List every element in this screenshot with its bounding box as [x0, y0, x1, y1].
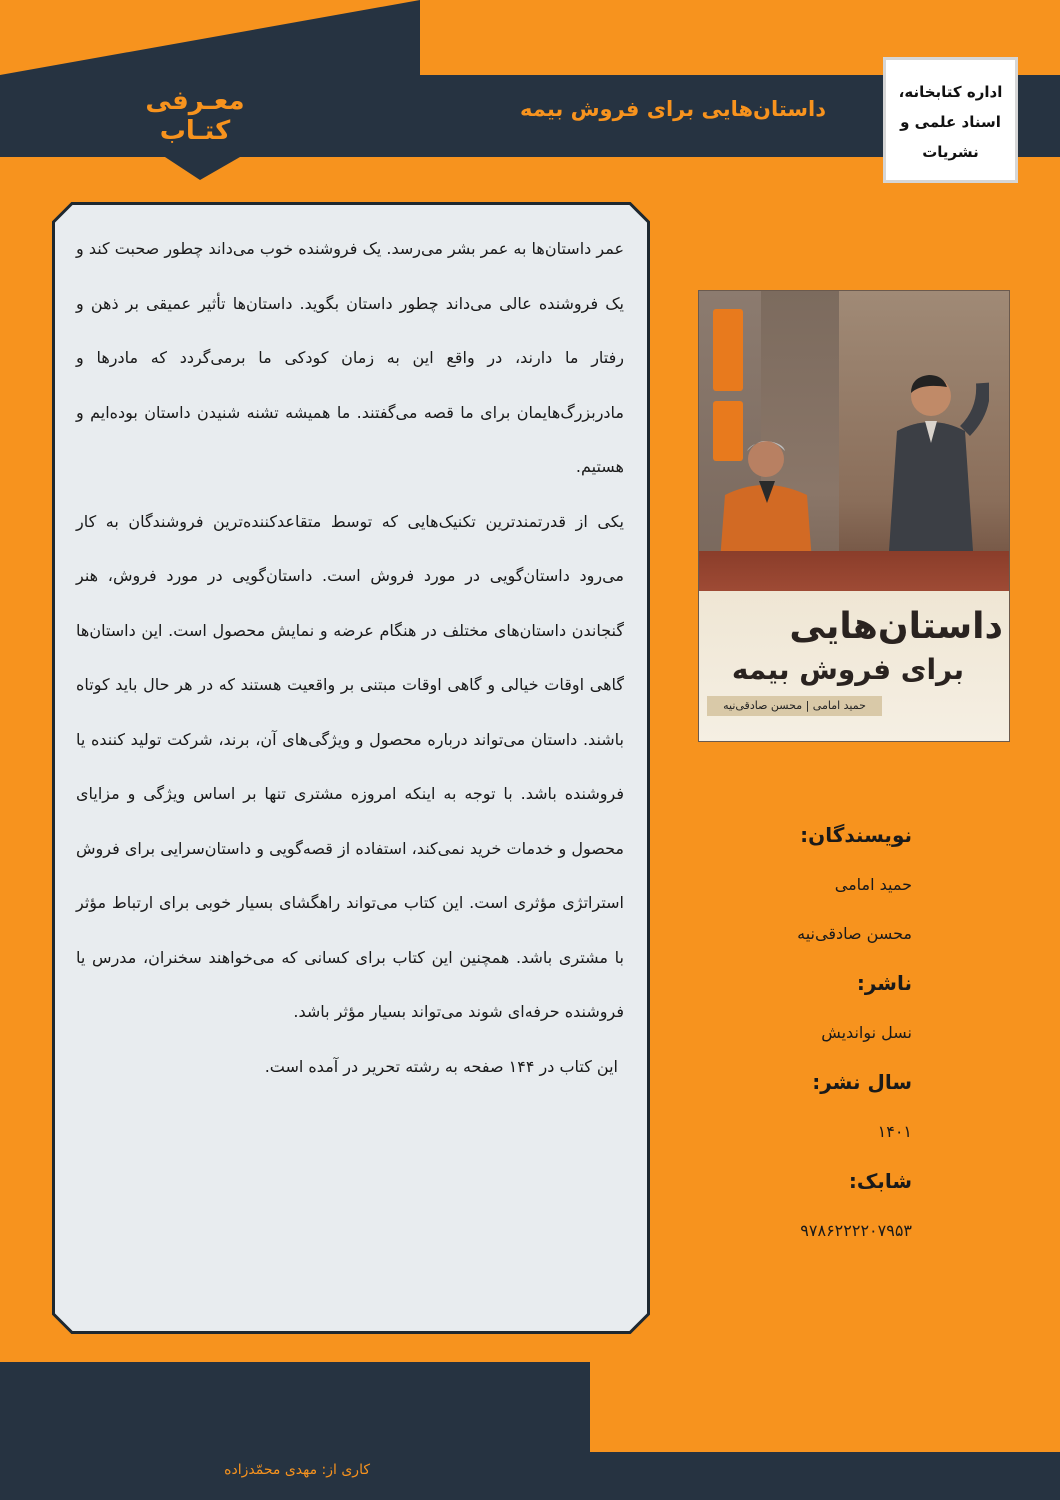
page-title: داستان‌هایی برای فروش بیمه — [520, 97, 827, 121]
book-cover — [698, 290, 1010, 742]
year-label: سال نشر: — [812, 1070, 912, 1094]
book-info — [740, 815, 912, 1260]
author-name: محسن صادقی‌نیه — [797, 924, 912, 943]
author-name: حمید امامی — [834, 875, 912, 894]
department-badge — [883, 57, 1018, 183]
footer-band-right — [590, 1452, 1060, 1500]
publisher-value: نسل نواندیش — [821, 1023, 912, 1042]
footer-credit: کاری از: مهدی محمّدزاده — [224, 1462, 370, 1478]
department-line: اسناد علمی و — [900, 113, 1001, 131]
cover-title: داستان‌هایی — [789, 606, 1003, 647]
top-corner-triangle — [0, 0, 420, 75]
department-line: نشریات — [922, 143, 979, 161]
authors-label: نویسندگان: — [800, 823, 912, 847]
footer-band — [0, 1362, 590, 1500]
publisher-label: ناشر: — [856, 971, 912, 995]
cover-subtitle: برای فروش بیمه — [731, 653, 964, 686]
isbn-label: شابک: — [848, 1169, 912, 1193]
cover-authors: حمید امامی | محسن صادقی‌نیه — [707, 696, 882, 716]
publisher-logo-icon — [713, 309, 743, 391]
section-title: معـرفی کتـاب — [145, 86, 245, 146]
year-value: ۱۴۰۱ — [877, 1122, 912, 1141]
description-closing: این کتاب در ۱۴۴ صفحه به رشته تحریر در آمده است. — [264, 1056, 618, 1076]
description-paragraph: یکی از قدرتمندترین تکنیک‌هایی که توسط متقاعدکننده‌ترین فروشندگان به کار می‌رود داستان‌گویی در مورد فروش است. داستان‌گویی در مورد فروش، هنر گنجاندن داستان‌های مختلف در هنگام عرضه و نمایش محصول است. این داستان‌ها گاهی اوقات خیالی و گاهی اوقات مبتنی بر واقعیت هستند که در هر حال باید کوتاه باشند. داستان می‌تواند درباره محصول و ویژگی‌های آن، برند، شرکت تولید کننده یا فروشنده باشد. با توجه به اینکه امروزه مشتری تنها بر اساس ویژگی و مزایای محصول و خدمات خرید نمی‌کند، استفاده از قصه‌گویی و داستان‌سرایی برای فروش استراتژی مؤثری است. این کتاب می‌تواند راهگشای بسیار خوبی برای ارتباط مؤثر با مشتری باشد. همچنین این کتاب برای کسانی که می‌خواهند سخنران، مدرس یا فروشنده حرفه‌ای شوند می‌تواند بسیار مؤثر باشد. — [76, 511, 624, 1021]
department-line: اداره کتابخانه، — [898, 83, 1003, 101]
isbn-value: ۹۷۸۶۲۲۲۲۰۷۹۵۳ — [800, 1221, 912, 1240]
description-text — [76, 222, 624, 1094]
description-paragraph: عمر داستان‌ها به عمر بشر می‌رسد. یک فروشنده خوب می‌داند چطور صحبت کند و یک فروشنده عالی می‌داند چطور داستان بگوید. داستان‌ها تأثیر عمیقی بر ذهن و رفتار ما دارند، در واقع این به زمان کودکی ما برمی‌گردد که مادرها و مادربزرگ‌هایمان برای ما قصه می‌گفتند. ما همیشه تشنه شنیدن داستان بوده‌ایم و هستیم. — [76, 239, 624, 476]
